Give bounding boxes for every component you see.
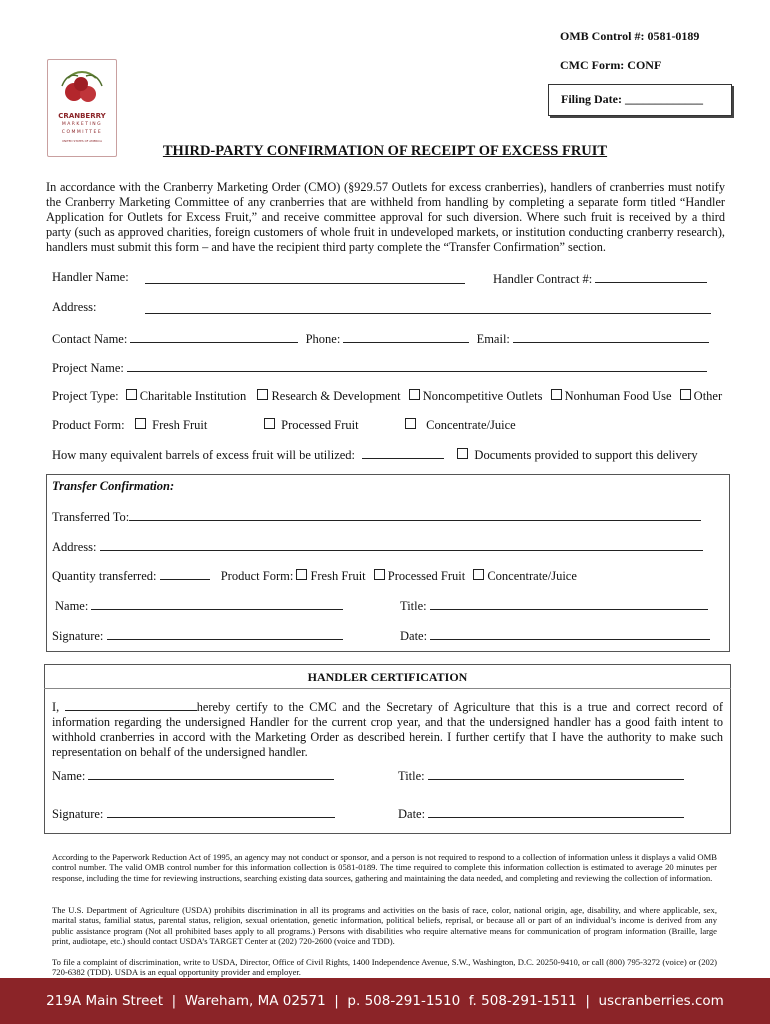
transfer-name-input[interactable]: [91, 597, 343, 610]
complaint-notice: To file a complaint of discrimination, write to USDA, Director, Office of Civil Rights, 1400 Independence Avenue, S.W., Washington, D.C. 20250-9410, or call (800) 795-3272 (voice) or (202) 720-6382 (TDD). USDA is an equal opportunity provider and employer.: [52, 957, 717, 978]
handler-address-label: Address:: [52, 300, 97, 314]
omb-control-number: OMB Control #: 0581-0189: [560, 29, 700, 43]
project-type-research-label: Research & Development: [271, 389, 401, 403]
logo-text-committee: COMMITTEE: [61, 130, 103, 135]
transfer-signature-label: Signature:: [52, 629, 104, 643]
transferred-to-input[interactable]: [129, 508, 701, 521]
product-form-fresh-label: Fresh Fruit: [152, 418, 208, 432]
checkbox-noncompetitive[interactable]: [409, 389, 420, 400]
logo-text-marketing: MARKETING: [61, 122, 103, 127]
intro-paragraph: In accordance with the Cranberry Marketing Order (CMO) (§929.57 Outlets for excess cranberries), handlers of cranberries must notify the Cranberry Marketing Committee of any cranberries that are withheld from handling by completing a separate form titled “Handler Application for Outlets for Excess Fruit,” and receive committee approval for such diversion. Where such fruit is received by a third party (such as approved charities, foreign customers of whole fruit in undeveloped markets, or institution conducting cranberry research), handlers must submit this form – and have the recipient third party complete the “Transfer Confirmation” section.: [46, 180, 725, 254]
project-type-nonhuman-label: Nonhuman Food Use: [564, 389, 672, 403]
certification-date-input[interactable]: [428, 805, 684, 818]
transferred-to-label: Transferred To:: [52, 510, 130, 524]
cranberry-emblem-icon: [48, 64, 116, 114]
project-type-charitable-label: Charitable Institution: [139, 389, 247, 403]
certification-name-input[interactable]: [88, 767, 334, 780]
usda-nondiscrimination-notice: The U.S. Department of Agriculture (USDA) prohibits discrimination in all its programs and activities on the basis of race, color, national origin, age, disability, and where applicable, sex, marital status, familial status, parental status, religion, sexual orientation, genetic information, political beliefs, reprisal, or because all or part of an individual’s income is derived from any public assistance program (Not all prohibited bases apply to all programs.) Persons with disabilities who require alternative means for communication of program information (Braille, large print, audiotape, etc.) should contact USDA’s TARGET Center at (202) 720-2600 (voice and TDD).: [52, 905, 717, 947]
checkbox-research[interactable]: [257, 389, 268, 400]
checkbox-nonhuman[interactable]: [551, 389, 562, 400]
project-name-label: Project Name:: [52, 361, 124, 375]
certification-heading: HANDLER CERTIFICATION: [307, 670, 468, 684]
email-label: Email:: [476, 332, 510, 346]
product-form-label: Product Form:: [52, 418, 125, 432]
checkbox-concentrate-juice[interactable]: [405, 418, 416, 429]
email-input[interactable]: [513, 330, 709, 343]
logo-text-cranberry: CRANBERRY: [58, 112, 106, 120]
handler-address-input[interactable]: [145, 301, 711, 314]
footer-contact-bar: [0, 978, 770, 1024]
checkbox-processed-fruit[interactable]: [264, 418, 275, 429]
transfer-title-label: Title:: [400, 599, 427, 613]
phone-label: Phone:: [305, 332, 341, 346]
certifier-name-input[interactable]: [65, 698, 197, 711]
transfer-product-concentrate-label: Concentrate/Juice: [487, 569, 577, 583]
transfer-date-label: Date:: [400, 629, 428, 643]
checkbox-fresh-fruit[interactable]: [135, 418, 146, 429]
barrels-label: How many equivalent barrels of excess fruit will be utilized:: [52, 448, 356, 462]
certification-divider: [44, 688, 731, 689]
transfer-name-label: Name:: [55, 599, 89, 613]
phone-input[interactable]: [343, 330, 469, 343]
transfer-signature-input[interactable]: [107, 627, 343, 640]
cmc-form-code: CMC Form: CONF: [560, 58, 662, 72]
certification-signature-label: Signature:: [52, 807, 104, 821]
certification-date-label: Date:: [398, 807, 426, 821]
transfer-date-input[interactable]: [430, 627, 710, 640]
certification-title-label: Title:: [398, 769, 425, 783]
barrels-input[interactable]: [362, 446, 444, 459]
transfer-title-input[interactable]: [430, 597, 708, 610]
filing-date-box[interactable]: [548, 84, 732, 116]
checkbox-other[interactable]: [680, 389, 691, 400]
handler-name-row: [52, 270, 129, 285]
certification-name-label: Name:: [52, 769, 86, 783]
footer-contact-text: 219A Main Street | Wareham, MA 02571 | p. 508-291-1510 f. 508-291-1511 | uscranberries.com: [46, 993, 724, 1009]
certification-signature-input[interactable]: [107, 805, 335, 818]
product-form-concentrate-label: Concentrate/Juice: [426, 418, 516, 432]
transfer-product-processed-label: Processed Fruit: [387, 569, 466, 583]
transfer-confirmation-section: [46, 474, 730, 652]
transfer-checkbox-concentrate-juice[interactable]: [473, 569, 484, 580]
contact-name-input[interactable]: [130, 330, 298, 343]
product-form-processed-label: Processed Fruit: [281, 418, 359, 432]
logo-text-country: UNITED STATES OF AMERICA: [61, 139, 102, 143]
handler-contract-label: Handler Contract #:: [493, 272, 593, 286]
handler-contract-input[interactable]: [595, 270, 707, 283]
project-type-other-label: Other: [693, 389, 723, 403]
certification-text: hereby certify to the CMC and the Secretary of Agriculture that this is a true and correct record of information regarding the undersigned Handler for the current crop year, and that the undersigned handler has a good faith intent to withhold cranberries in accord with the Marketing Order as described herein. I further certify that I have the authority to make such representation on behalf of the undersigned handler.: [52, 700, 723, 759]
transfer-address-input[interactable]: [100, 538, 703, 551]
certification-i-label: I,: [52, 700, 60, 714]
transfer-address-label: Address:: [52, 540, 97, 554]
handler-name-input[interactable]: [145, 271, 465, 284]
transfer-confirmation-heading: Transfer Confirmation:: [52, 479, 175, 493]
transfer-checkbox-fresh-fruit[interactable]: [296, 569, 307, 580]
checkbox-charitable[interactable]: [126, 389, 137, 400]
certification-statement: [52, 698, 723, 760]
transfer-product-form-label: Product Form:: [220, 569, 294, 583]
transfer-checkbox-processed-fruit[interactable]: [374, 569, 385, 580]
handler-name-label: Handler Name:: [52, 270, 129, 284]
quantity-transferred-input[interactable]: [160, 567, 210, 580]
paperwork-notice: According to the Paperwork Reduction Act of 1995, an agency may not conduct or sponsor, and a person is not required to respond to a collection of information unless it displays a valid OMB control number. The valid OMB control number for this information collection is 0581-0189. The time required to complete this information collection is estimated to average 20 minutes per response, including the time for reviewing instructions, searching existing data sources, gathering and maintaining the data needed, and completing and reviewing the collection of information.: [52, 852, 717, 883]
certification-title-input[interactable]: [428, 767, 684, 780]
quantity-transferred-label: Quantity transferred:: [52, 569, 157, 583]
transfer-product-fresh-label: Fresh Fruit: [310, 569, 366, 583]
project-type-noncompetitive-label: Noncompetitive Outlets: [422, 389, 543, 403]
form-title: THIRD-PARTY CONFIRMATION OF RECEIPT OF EXCESS FRUIT: [162, 143, 608, 159]
project-name-input[interactable]: [127, 359, 707, 372]
filing-date-field: Filing Date: _____________: [561, 92, 703, 106]
project-type-label: Project Type:: [52, 389, 119, 403]
documents-label: Documents provided to support this delivery: [474, 448, 698, 462]
contact-name-label: Contact Name:: [52, 332, 128, 346]
checkbox-documents[interactable]: [457, 448, 468, 459]
